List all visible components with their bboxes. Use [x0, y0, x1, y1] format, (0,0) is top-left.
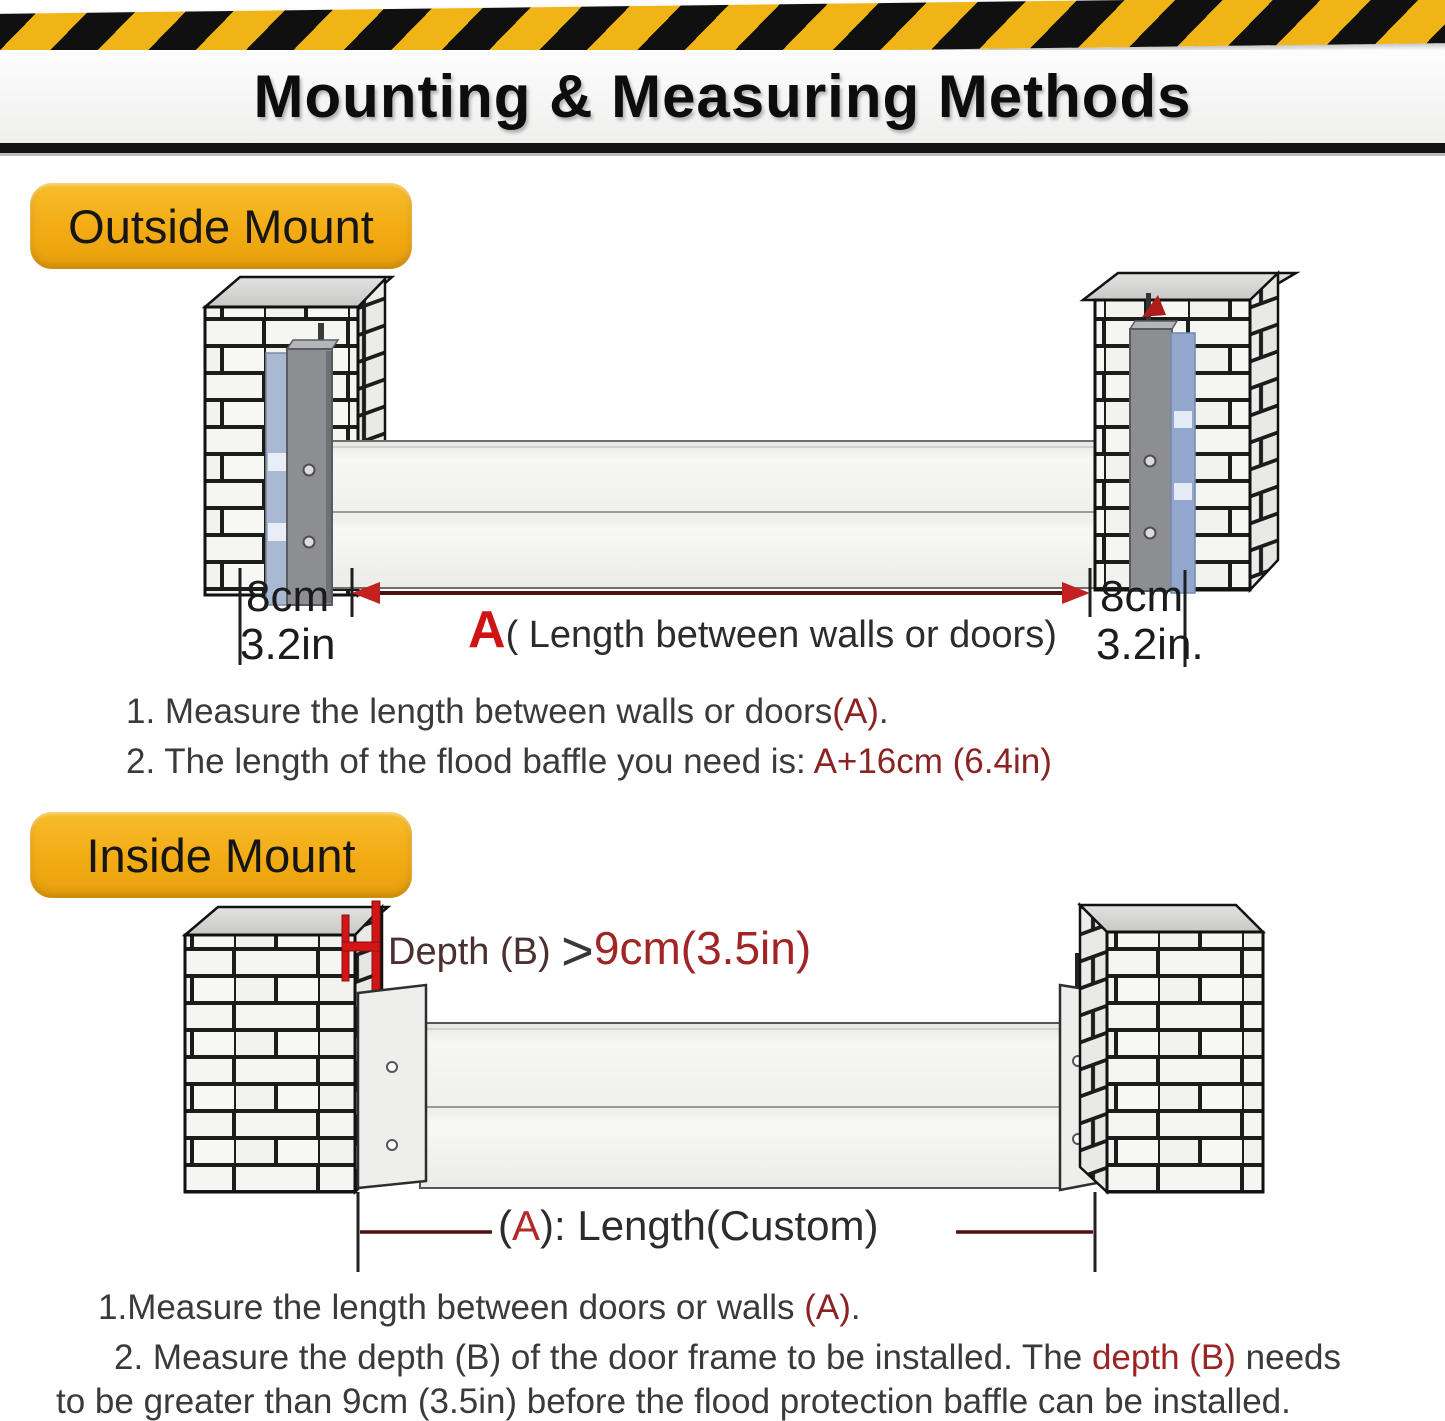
header-divider: [0, 143, 1445, 156]
right-gap-in-label: 3.2in.: [1096, 620, 1204, 669]
flood-barrier-panels: [330, 441, 1130, 588]
inside-step-1: 1.Measure the length between doors or walls (A).: [98, 1288, 861, 1327]
length-custom-label: (A): Length(Custom): [498, 1202, 879, 1249]
inside-step-2-line2: to be greater than 9cm (3.5in) before the flood protection baffle can be installed.: [56, 1382, 1291, 1421]
length-a-label: [468, 600, 1057, 660]
length-a-text: ( Length between walls or doors): [505, 614, 1057, 656]
right-gap-cm-label: 8cm: [1100, 572, 1184, 621]
left-gap-in-label: 3.2in: [240, 620, 336, 669]
right-mounting-bracket: [1130, 293, 1195, 593]
inside-mount-badge-label: Inside Mount: [86, 828, 356, 882]
outside-step-2: 2. The length of the flood baffle you need is: A+16cm (6.4in): [126, 742, 1052, 781]
outside-mount-badge: [30, 183, 412, 269]
right-brick-pillar: [1080, 905, 1263, 1192]
inside-mount-badge: [30, 812, 412, 898]
inside-step-2-line1: 2. Measure the depth (B) of the door frame to be installed. The depth (B) needs: [114, 1338, 1342, 1377]
outside-step-1: 1. Measure the length between walls or doors(A).: [126, 692, 889, 731]
flood-barrier-panels: [420, 1023, 1062, 1188]
left-mounting-bracket: [358, 985, 426, 1188]
depth-b-label: Depth (B) >9cm(3.5in): [388, 919, 812, 982]
left-mounting-bracket: [266, 323, 338, 605]
title-band: [0, 50, 1445, 143]
left-gap-cm-label: 8cm: [246, 572, 330, 621]
length-a-letter: A: [468, 601, 506, 659]
page-title: Mounting & Measuring Methods: [253, 63, 1192, 130]
outside-mount-badge-label: Outside Mount: [68, 199, 374, 253]
